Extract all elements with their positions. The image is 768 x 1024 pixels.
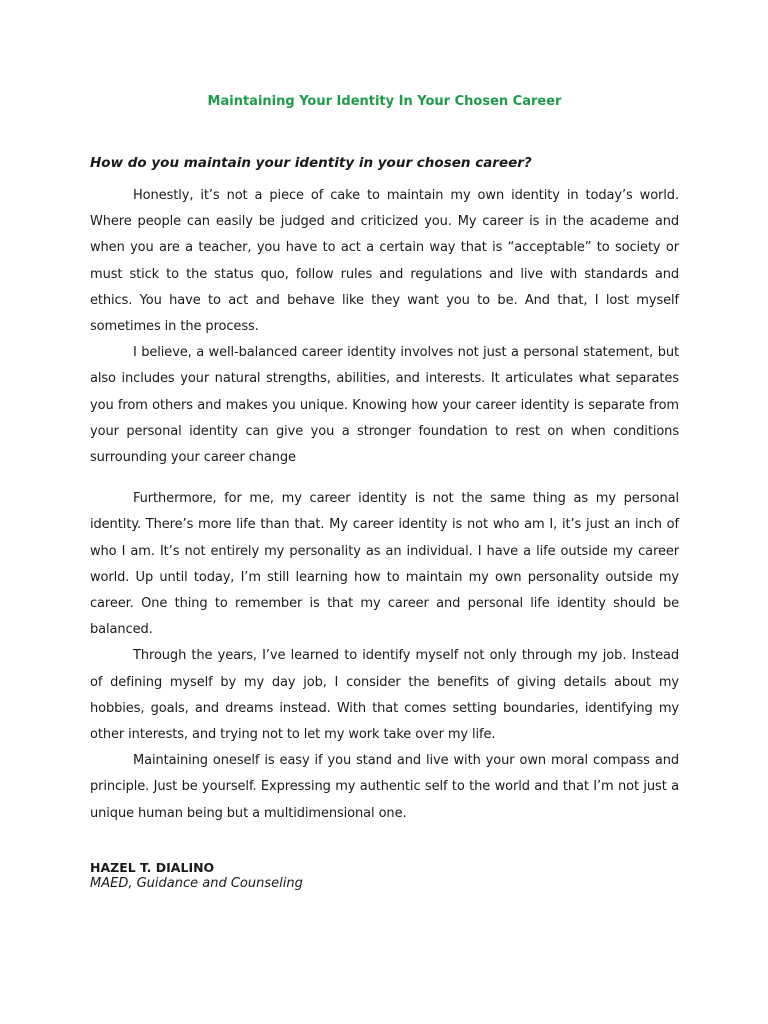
author-degree: MAED, Guidance and Counseling xyxy=(90,875,303,891)
document-title: Maintaining Your Identity In Your Chosen Career xyxy=(207,94,562,109)
essay-question: How do you maintain your identity in your chosen career? xyxy=(90,155,532,171)
paragraph-1: Honestly, it’s not a piece of cake to maintain my own identity in today’s world. Where people can easily be judged and criticized you. My career is in the academe and when you are a teacher, you have to act a certain way that is “acceptable” to society or must stick to the status quo, follow rules and regulations and live with standards and ethics. You have to act and behave like they want you to be. And that, I lost myself sometimes in the process. xyxy=(90,188,679,335)
paragraph-4: Through the years, I’ve learned to identify myself not only through my job. Instead of defining myself by my day job, I consider the benefits of giving details about my hobbies, goals, and dreams instead. With that comes setting boundaries, identifying my other interests, and trying not to let my work take over my life. xyxy=(90,648,679,743)
paragraph-5: Maintaining oneself is easy if you stand and live with your own moral compass and principle. Just be yourself. Expressing my authentic self to the world and that I’m not just a unique human being but a multidimensional one. xyxy=(90,753,679,821)
paragraph-3: Furthermore, for me, my career identity is not the same thing as my personal identity. There’s more life than that. My career identity is not who am I, it’s just an inch of who I am. It’s not entirely my personality as an individual. I have a life outside my career world. Up until today, I’m still learning how to maintain my own personality outside my career. One thing to remember is that my career and personal life identity should be balanced. xyxy=(90,491,679,638)
author-signature xyxy=(90,860,679,891)
author-name: HAZEL T. DIALINO xyxy=(90,859,215,875)
paragraph-2: I believe, a well-balanced career identity involves not just a personal statement, but also includes your natural strengths, abilities, and interests. It articulates what separates you from others and makes you unique. Knowing how your career identity is separate from your personal identity can give you a stronger foundation to rest on when conditions surrounding your career change xyxy=(90,345,679,466)
